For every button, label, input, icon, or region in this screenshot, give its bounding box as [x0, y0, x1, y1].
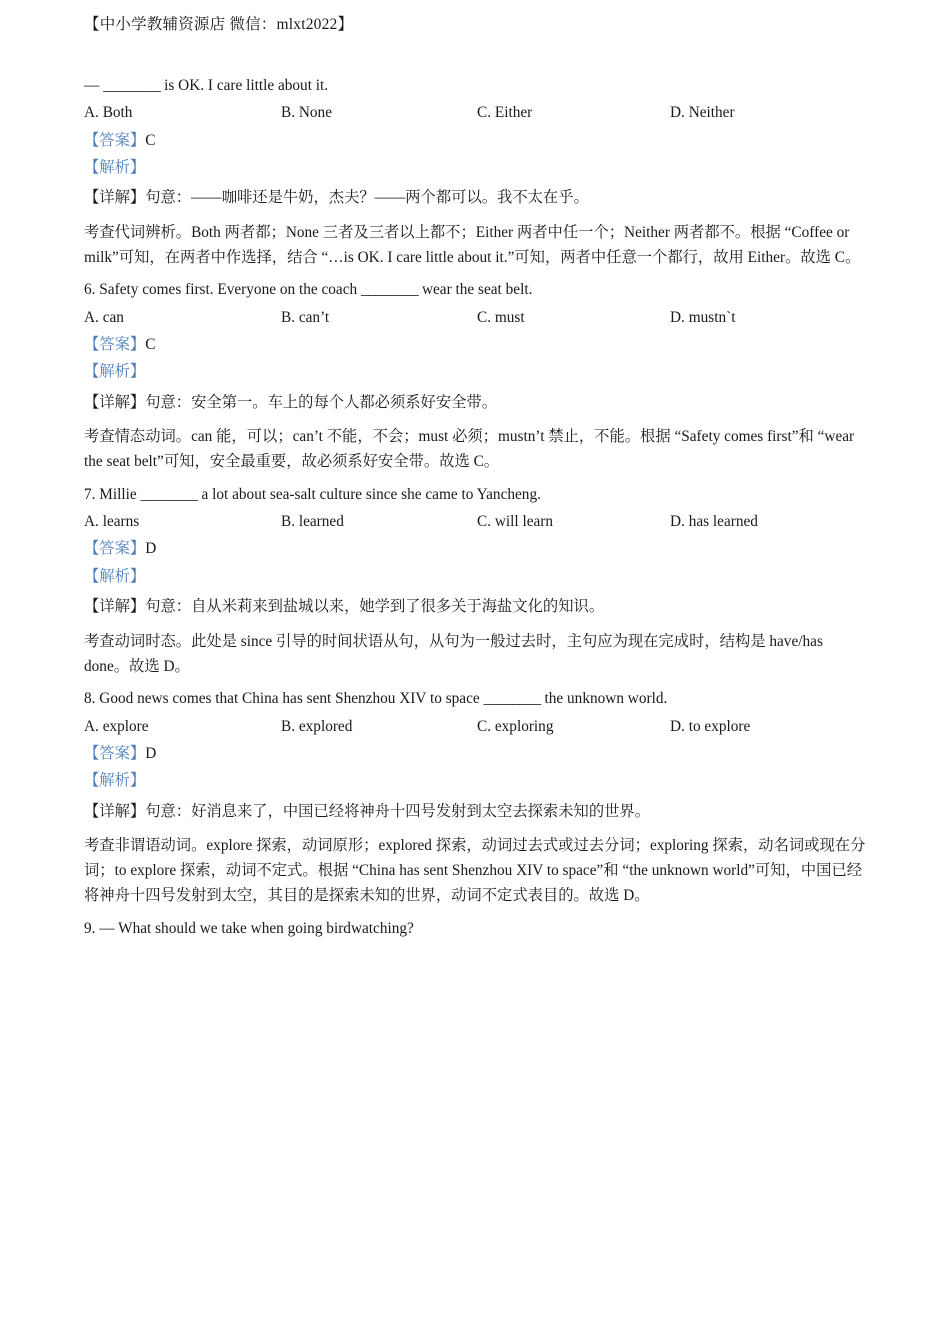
- option-b[interactable]: B. learned: [281, 513, 344, 531]
- page-header-watermark: 【中小学教辅资源店 微信：mlxt2022】: [84, 16, 354, 33]
- answer-label: 【答案】: [84, 540, 146, 558]
- detail-sentence-line: [84, 801, 866, 823]
- answer-line: [84, 337, 866, 352]
- answer-value: C: [145, 336, 156, 354]
- detail-sentence-line: [84, 392, 866, 414]
- answer-blank: ________: [483, 690, 541, 708]
- option-a[interactable]: A. can: [84, 308, 124, 326]
- analysis-line: [84, 364, 866, 379]
- answer-label: 【答案】: [84, 336, 146, 354]
- analysis-line: [84, 160, 866, 175]
- explanation-paragraph: 考查动词时态。此处是 since 引导的时间状语从句，从句为一般过去时，主句应为现在完成时，结构是 have/has done。故选 D。: [84, 632, 823, 675]
- analysis-label: 【解析】: [84, 363, 146, 381]
- question-stem: [84, 691, 866, 706]
- option-row: [84, 105, 866, 120]
- answer-label: 【答案】: [84, 744, 146, 762]
- answer-blank: ________: [140, 485, 198, 503]
- option-a[interactable]: A. Both: [84, 104, 133, 122]
- option-row: [84, 719, 866, 734]
- question-block-q7: [84, 487, 866, 679]
- option-c[interactable]: C. exploring: [477, 717, 554, 735]
- stem-suffix: is OK. I care little about it.: [160, 77, 329, 94]
- detail-sentence: 句意：好消息来了，中国已经将神舟十四号发射到太空去探索未知的世界。: [145, 802, 651, 820]
- answer-label: 【答案】: [84, 131, 146, 149]
- question-block-q5-tail: [84, 78, 866, 270]
- detail-sentence-line: [84, 187, 866, 209]
- detail-sentence: 句意：自从米莉来到盐城以来，她学到了很多关于海盐文化的知识。: [145, 598, 605, 616]
- option-b[interactable]: B. explored: [281, 717, 353, 735]
- question-stem: 9. — What should we take when going birdwatching?: [84, 919, 414, 937]
- stem-prefix: 7. Millie: [84, 485, 141, 503]
- option-a[interactable]: A. explore: [84, 717, 149, 735]
- stem-suffix: a lot about sea-salt culture since she came to Yancheng.: [197, 485, 541, 503]
- stem-prefix: 6. Safety comes first. Everyone on the coach: [84, 281, 361, 299]
- analysis-label: 【解析】: [84, 772, 146, 790]
- answer-blank: ________: [103, 77, 161, 94]
- option-row: [84, 514, 866, 529]
- question-block-q6: [84, 282, 866, 474]
- analysis-label: 【解析】: [84, 158, 146, 176]
- answer-line: [84, 541, 866, 556]
- option-d[interactable]: D. has learned: [670, 513, 758, 531]
- explanation-paragraph: 考查情态动词。can 能，可以；can’t 不能，不会；must 必须；mustn’t 禁止，不能。根据 “Safety comes first”和 “wear the seat belt”可知，安全最重要，故必须系好安全带。故选 C。: [84, 428, 855, 471]
- option-b[interactable]: B. can’t: [281, 308, 330, 326]
- explanation-paragraph: 考查代词辨析。Both 两者都；None 三者及三者以上都不；Either 两者中任一个；Neither 两者都不。根据 “Coffee or milk”可知，在两者中作选择，结合 “…is OK. I care little about it.”可知，两者中任意一个都行，故用 Either。故选 C。: [84, 223, 861, 266]
- stem-suffix: wear the seat belt.: [418, 281, 533, 299]
- answer-value: D: [145, 744, 157, 762]
- stem-prefix: 8. Good news comes that China has sent Shenzhou XIV to space: [84, 690, 484, 708]
- option-d[interactable]: D. Neither: [670, 104, 735, 122]
- question-block-q8: [84, 691, 866, 908]
- analysis-line: [84, 773, 866, 788]
- option-c[interactable]: C. must: [477, 308, 525, 326]
- stem-prefix: —: [84, 77, 104, 94]
- question-block-q9: [84, 921, 866, 936]
- detail-label: 【详解】: [84, 802, 146, 820]
- detail-label: 【详解】: [84, 598, 146, 616]
- detail-label: 【详解】: [84, 393, 146, 411]
- option-d[interactable]: D. mustn`t: [670, 308, 736, 326]
- question-stem: [84, 487, 866, 502]
- option-row: [84, 310, 866, 325]
- answer-blank: ________: [360, 281, 419, 299]
- option-a[interactable]: A. learns: [84, 513, 140, 531]
- question-stem: [84, 78, 866, 93]
- detail-sentence: 句意：——咖啡还是牛奶，杰夫？——两个都可以。我不太在乎。: [145, 189, 589, 207]
- option-d[interactable]: D. to explore: [670, 717, 751, 735]
- detail-sentence-line: [84, 596, 866, 618]
- answer-line: [84, 746, 866, 761]
- detail-sentence: 句意：安全第一。车上的每个人都必须系好安全带。: [145, 393, 498, 411]
- option-c[interactable]: C. will learn: [477, 513, 554, 531]
- detail-label: 【详解】: [84, 189, 146, 207]
- question-stem: [84, 282, 866, 297]
- answer-value: C: [145, 131, 156, 149]
- answer-line: [84, 133, 866, 148]
- explanation-paragraph: 考查非谓语动词。explore 探索，动词原形；explored 探索，动词过去式或过去分词；exploring 探索，动名词或现在分词；to explore 探索，动词不定式。根据 “China has sent Shenzhou XIV to space”和 “the unknown world”可知，中国已经将神舟十四号发射到太空，其目的是探索未知的世界，动词不定式表目的。故选 D。: [84, 837, 866, 904]
- document-content: [84, 78, 866, 948]
- option-c[interactable]: C. Either: [477, 104, 533, 122]
- stem-suffix: the unknown world.: [540, 690, 668, 708]
- analysis-line: [84, 569, 866, 584]
- analysis-label: 【解析】: [84, 567, 146, 585]
- answer-value: D: [145, 540, 157, 558]
- option-b[interactable]: B. None: [281, 104, 332, 122]
